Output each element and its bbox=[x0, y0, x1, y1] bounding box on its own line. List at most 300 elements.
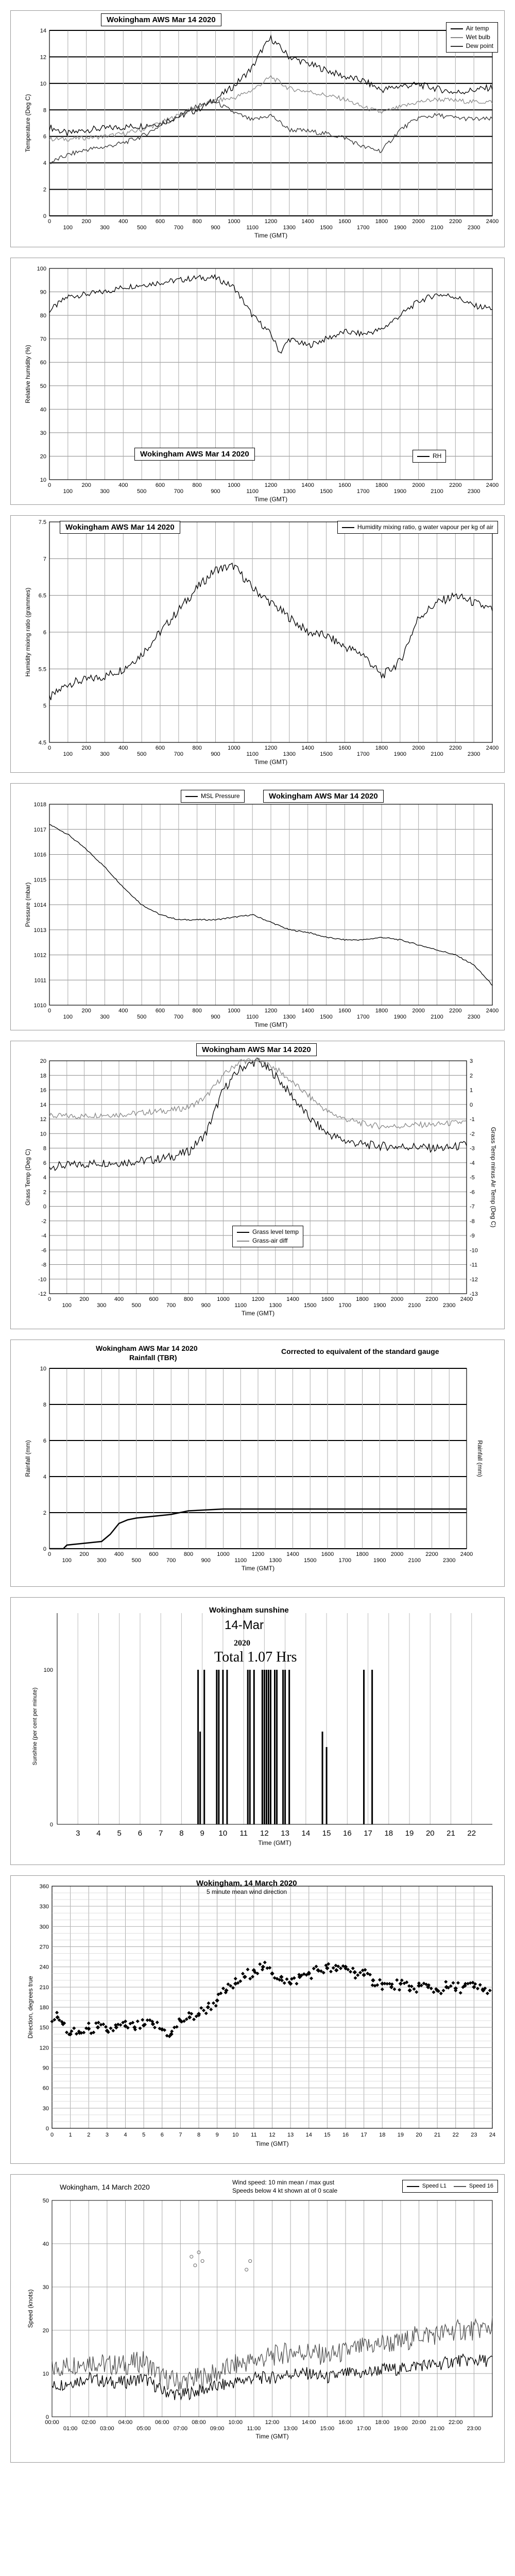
wind-direction-point bbox=[451, 1981, 455, 1985]
y-tick-label: 40 bbox=[42, 2241, 49, 2247]
legend-item bbox=[454, 2182, 493, 2191]
x-tick-label: 1700 bbox=[338, 1302, 351, 1309]
x-tick-label: 1900 bbox=[373, 1557, 386, 1564]
x-tick-label: 9 bbox=[200, 1829, 204, 1838]
y-tick-label: 8 bbox=[43, 1402, 46, 1408]
chart-subtitle: 14-Mar bbox=[225, 1618, 264, 1632]
x-tick-label: 2200 bbox=[449, 745, 462, 751]
wind-direction-point bbox=[415, 1990, 418, 1994]
x-tick-label: 300 bbox=[100, 488, 110, 495]
wind-direction-point bbox=[417, 1981, 421, 1985]
x-tick-label: 05:00 bbox=[136, 2426, 151, 2432]
sunshine-bar bbox=[363, 1670, 365, 1824]
x-tick-label: 300 bbox=[100, 225, 110, 231]
x-tick-label: 0 bbox=[47, 482, 52, 488]
x-tick-label: 500 bbox=[136, 488, 147, 495]
sunshine-bar bbox=[282, 1670, 284, 1824]
y-tick-label: 6 bbox=[43, 630, 46, 636]
x-tick-label: 1700 bbox=[338, 1557, 351, 1564]
sunshine-bar bbox=[288, 1670, 290, 1824]
legend-item bbox=[237, 1228, 299, 1236]
x-tick-label: 800 bbox=[183, 1551, 194, 1557]
wind-direction-point bbox=[206, 2005, 210, 2009]
x-tick-label: 1800 bbox=[375, 482, 388, 488]
y-tick-label: 4 bbox=[43, 160, 46, 167]
x-tick-label: 3 bbox=[105, 2132, 109, 2138]
y-tick-label: -4 bbox=[41, 1233, 46, 1239]
x-tick-label: 1500 bbox=[320, 1014, 333, 1020]
wind-direction-point bbox=[395, 1978, 399, 1982]
x-tick-label: 1700 bbox=[356, 751, 370, 757]
x-tick-label: 100 bbox=[63, 1014, 73, 1020]
x-tick-label: 13:00 bbox=[283, 2426, 298, 2432]
x-tick-label: 1900 bbox=[393, 225, 407, 231]
wind-direction-point bbox=[456, 1981, 460, 1985]
x-tick-label: 500 bbox=[136, 1014, 147, 1020]
y-tick-label: 6 bbox=[43, 1160, 46, 1166]
wind-direction-point bbox=[96, 2025, 100, 2029]
x-tick-label: 100 bbox=[62, 1557, 72, 1564]
wind-direction-point bbox=[82, 2031, 85, 2035]
wind-direction-point bbox=[488, 1989, 492, 1992]
x-tick-label: 700 bbox=[166, 1302, 176, 1309]
y-tick-label: -8 bbox=[41, 1262, 46, 1268]
chart-legend bbox=[337, 521, 498, 534]
wind-direction-point bbox=[349, 1970, 352, 1974]
x-tick-label: 03:00 bbox=[100, 2426, 114, 2432]
wind-direction-point bbox=[407, 1988, 411, 1992]
y2-tick-label: -3 bbox=[470, 1145, 475, 1152]
legend-label: Grass level temp bbox=[252, 1228, 299, 1235]
x-tick-label: 17 bbox=[364, 1829, 372, 1838]
x-tick-label: 1000 bbox=[228, 1008, 241, 1014]
y2-tick-label: 3 bbox=[470, 1058, 473, 1064]
sunshine-bar bbox=[226, 1670, 228, 1824]
y2-axis-label: Grass Temp minus Air Temp (Deg C) bbox=[490, 1127, 497, 1228]
sunshine-bar bbox=[270, 1670, 271, 1824]
x-tick-label: 07:00 bbox=[173, 2426, 188, 2432]
y-tick-label: 2 bbox=[43, 1510, 46, 1516]
x-tick-label: 0 bbox=[47, 1551, 52, 1557]
y-tick-label: 240 bbox=[39, 1964, 49, 1971]
y-tick-label: 60 bbox=[42, 2085, 49, 2092]
chart-legend bbox=[232, 1226, 303, 1247]
y2-tick-label: -12 bbox=[470, 1276, 478, 1283]
x-tick-label: 14 bbox=[301, 1829, 311, 1838]
legend-item bbox=[451, 42, 493, 50]
x-tick-label: 13 bbox=[281, 1829, 289, 1838]
x-tick-label: 1800 bbox=[375, 218, 388, 225]
x-tick-label: 2400 bbox=[460, 1296, 473, 1302]
y-tick-label: 270 bbox=[39, 1944, 49, 1951]
x-tick-label: 5 bbox=[117, 1829, 122, 1838]
x-tick-label: 1300 bbox=[283, 488, 296, 495]
x-tick-label: 2 bbox=[87, 2132, 91, 2138]
x-tick-label: 1600 bbox=[321, 1551, 334, 1557]
wind-direction-point bbox=[334, 1968, 338, 1972]
y-tick-label: 0 bbox=[45, 2414, 49, 2420]
x-axis-label: Time (GMT) bbox=[241, 1310, 275, 1317]
chart-panel-grass-temp bbox=[10, 1041, 505, 1329]
x-tick-label: 900 bbox=[211, 751, 220, 757]
chart-title: Wokingham, 14 March 2020 bbox=[60, 2183, 150, 2191]
y-axis-label: Temperature (Deg C) bbox=[24, 94, 31, 152]
x-tick-label: 100 bbox=[63, 488, 73, 495]
sunshine-bar bbox=[371, 1670, 373, 1824]
sunshine-bar bbox=[326, 1747, 328, 1824]
x-tick-label: 2000 bbox=[390, 1296, 404, 1302]
x-tick-label: 400 bbox=[118, 482, 128, 488]
y-tick-label: 4 bbox=[43, 1175, 46, 1181]
x-tick-label: 1600 bbox=[338, 745, 351, 751]
x-tick-label: 1800 bbox=[375, 745, 388, 751]
wind-direction-point bbox=[486, 1992, 489, 1995]
chart-panel-sunshine bbox=[10, 1597, 505, 1865]
x-tick-label: 06:00 bbox=[154, 2419, 169, 2426]
legend-item bbox=[451, 24, 493, 33]
y-tick-label: 150 bbox=[39, 2025, 49, 2031]
y-tick-label: -2 bbox=[41, 1218, 46, 1225]
x-tick-label: 800 bbox=[192, 218, 202, 225]
gust-point bbox=[245, 2268, 248, 2271]
y-tick-label: 100 bbox=[37, 266, 46, 272]
y-tick-label: 1012 bbox=[33, 952, 46, 959]
x-tick-label: 1100 bbox=[234, 1557, 247, 1564]
x-tick-label: 2100 bbox=[431, 751, 443, 757]
x-tick-label: 1400 bbox=[286, 1551, 299, 1557]
x-tick-label: 18:00 bbox=[375, 2419, 390, 2426]
wind-direction-point bbox=[358, 1971, 362, 1974]
x-tick-label: 500 bbox=[131, 1557, 141, 1564]
sunshine-bar bbox=[264, 1670, 265, 1824]
wind-direction-point bbox=[378, 1978, 382, 1981]
x-tick-label: 300 bbox=[100, 1014, 110, 1020]
x-tick-label: 1400 bbox=[301, 745, 314, 751]
y-axis-label: Speed (knots) bbox=[27, 2289, 34, 2328]
x-tick-label: 10 bbox=[232, 2132, 239, 2138]
y-tick-label: 10 bbox=[40, 477, 46, 483]
x-tick-label: 1100 bbox=[246, 1014, 259, 1020]
wind-direction-point bbox=[329, 1970, 333, 1973]
x-tick-label: 1600 bbox=[338, 1008, 351, 1014]
sunshine-bar bbox=[253, 1670, 255, 1824]
chart-panel-pressure bbox=[10, 783, 505, 1030]
pressure-chart bbox=[11, 784, 504, 1030]
x-tick-label: 800 bbox=[192, 1008, 202, 1014]
x-tick-label: 1100 bbox=[246, 751, 259, 757]
x-tick-label: 01:00 bbox=[63, 2426, 78, 2432]
gust-point bbox=[190, 2255, 193, 2258]
x-tick-label: 1000 bbox=[217, 1551, 230, 1557]
x-tick-label: 2300 bbox=[443, 1302, 456, 1309]
y-tick-label: 20 bbox=[40, 453, 46, 460]
x-tick-label: 2000 bbox=[412, 1008, 425, 1014]
x-tick-label: 16 bbox=[342, 1829, 352, 1838]
x-tick-label: 200 bbox=[81, 218, 91, 225]
sunshine-bar bbox=[249, 1670, 251, 1824]
x-tick-label: 1000 bbox=[228, 218, 241, 225]
grass-temp-chart bbox=[11, 1041, 504, 1329]
y-tick-label: 10 bbox=[40, 80, 46, 87]
x-tick-label: 1200 bbox=[251, 1551, 265, 1557]
x-tick-label: 16:00 bbox=[338, 2419, 353, 2426]
sunshine-bar bbox=[262, 1670, 263, 1824]
x-tick-label: 200 bbox=[81, 482, 91, 488]
x-tick-label: 2400 bbox=[486, 745, 499, 751]
legend-label: Speed 16 bbox=[469, 2183, 493, 2189]
x-tick-label: 13 bbox=[287, 2132, 294, 2138]
y2-tick-label: -4 bbox=[470, 1160, 475, 1166]
legend-item bbox=[185, 792, 240, 801]
x-tick-label: 1200 bbox=[264, 482, 278, 488]
wind-direction-point bbox=[97, 2021, 100, 2024]
x-tick-label: 19 bbox=[397, 2132, 404, 2138]
chart-title: Wokingham AWS Mar 14 2020 bbox=[60, 521, 180, 534]
x-tick-label: 18 bbox=[384, 1829, 393, 1838]
legend-label: Dew point bbox=[466, 42, 493, 49]
y2-tick-label: -8 bbox=[470, 1218, 475, 1225]
wind-direction-point bbox=[283, 1981, 286, 1985]
wind-direction-point bbox=[204, 2011, 208, 2015]
sunshine-bar bbox=[203, 1670, 205, 1824]
y-tick-label: 16 bbox=[40, 1087, 46, 1094]
y-tick-label: 1013 bbox=[33, 927, 46, 934]
y-tick-label: 80 bbox=[40, 313, 46, 319]
x-tick-label: 20 bbox=[425, 1829, 435, 1838]
y-tick-label: 5 bbox=[43, 703, 46, 709]
y-tick-label: 20 bbox=[42, 2328, 49, 2334]
wind-direction-point bbox=[356, 1973, 359, 1977]
x-tick-label: 1600 bbox=[338, 218, 351, 225]
x-tick-label: 22 bbox=[452, 2132, 459, 2138]
wind-direction-point bbox=[138, 2026, 142, 2030]
wind-direction-point bbox=[362, 1973, 366, 1977]
y-tick-label: 210 bbox=[39, 1984, 49, 1991]
x-tick-label: 300 bbox=[97, 1302, 107, 1309]
y-tick-label: 7 bbox=[43, 556, 46, 563]
legend-label: Humidity mixing ratio, g water vapour per kg of air bbox=[357, 523, 493, 531]
x-tick-label: 500 bbox=[136, 751, 147, 757]
x-tick-label: 2000 bbox=[412, 482, 425, 488]
x-tick-label: 00:00 bbox=[45, 2419, 59, 2426]
wind-direction-point bbox=[310, 1977, 313, 1980]
wind-direction-point bbox=[258, 1962, 262, 1966]
chart-legend bbox=[446, 22, 498, 53]
x-tick-label: 1400 bbox=[286, 1296, 299, 1302]
y-tick-label: 50 bbox=[40, 383, 46, 389]
y-tick-label: 1014 bbox=[33, 902, 46, 908]
temperature-chart bbox=[11, 11, 504, 247]
y-axis-label: Grass Temp (Deg C) bbox=[24, 1149, 31, 1206]
x-tick-label: 0 bbox=[47, 745, 52, 751]
x-tick-label: 700 bbox=[166, 1557, 176, 1564]
x-tick-label: 600 bbox=[155, 745, 165, 751]
y-tick-label: 20 bbox=[40, 1058, 46, 1064]
x-tick-label: 0 bbox=[47, 1296, 52, 1302]
x-axis-label: Time (GMT) bbox=[255, 2433, 289, 2440]
x-tick-label: 6 bbox=[138, 1829, 143, 1838]
x-tick-label: 19 bbox=[405, 1829, 414, 1838]
y-tick-label: 30 bbox=[42, 2284, 49, 2291]
chart-title: Wokingham AWS Mar 14 2020 bbox=[196, 1043, 317, 1056]
x-tick-label: 1600 bbox=[338, 482, 351, 488]
x-tick-label: 20:00 bbox=[411, 2419, 426, 2426]
x-tick-label: 1800 bbox=[375, 1008, 388, 1014]
y2-tick-label: -1 bbox=[470, 1116, 475, 1123]
y-tick-label: 0 bbox=[43, 213, 46, 219]
legend-item bbox=[417, 452, 441, 461]
x-axis-label: Time (GMT) bbox=[258, 1839, 291, 1846]
wind-direction-point bbox=[441, 1989, 445, 1992]
x-tick-label: 11:00 bbox=[247, 2426, 261, 2432]
x-tick-label: 200 bbox=[79, 1551, 89, 1557]
wind-direction-point bbox=[268, 1966, 271, 1970]
x-tick-label: 500 bbox=[136, 225, 147, 231]
x-axis-label: Time (GMT) bbox=[254, 232, 288, 239]
sunshine-bar bbox=[276, 1670, 278, 1824]
wind-direction-point bbox=[410, 1985, 414, 1988]
x-tick-label: 1000 bbox=[228, 482, 241, 488]
wind-direction-point bbox=[371, 1978, 375, 1982]
legend-label: Wet bulb bbox=[466, 33, 490, 41]
x-tick-label: 21:00 bbox=[430, 2426, 444, 2432]
x-tick-label: 11 bbox=[251, 2132, 257, 2138]
y-tick-label: 1018 bbox=[33, 802, 46, 808]
wind-direction-point bbox=[231, 1986, 235, 1990]
x-tick-label: 23 bbox=[471, 2132, 477, 2138]
y-tick-label: 4 bbox=[43, 1474, 46, 1480]
y2-tick-label: -13 bbox=[470, 1291, 478, 1297]
y-axis-label: Rainfall (mm) bbox=[24, 1440, 31, 1477]
mixing-ratio-chart bbox=[11, 516, 504, 772]
y-tick-label: 14 bbox=[40, 28, 46, 34]
x-tick-label: 1500 bbox=[320, 488, 333, 495]
x-tick-label: 14:00 bbox=[301, 2419, 316, 2426]
legend-label: Grass-air diff bbox=[252, 1237, 288, 1244]
x-tick-label: 1500 bbox=[304, 1557, 317, 1564]
x-tick-label: 17 bbox=[360, 2132, 367, 2138]
x-tick-label: 100 bbox=[63, 225, 73, 231]
x-tick-label: 02:00 bbox=[81, 2419, 96, 2426]
chart-subtitle: Wind speed: 10 min mean / max gust bbox=[232, 2179, 335, 2186]
x-tick-label: 2000 bbox=[412, 745, 425, 751]
y-axis-label: Relative humidity (%) bbox=[24, 345, 31, 403]
x-tick-label: 1200 bbox=[264, 218, 278, 225]
y-tick-label: 1017 bbox=[33, 826, 46, 833]
sunshine-bar bbox=[274, 1670, 276, 1824]
x-tick-label: 8 bbox=[197, 2132, 201, 2138]
y-tick-label: -10 bbox=[38, 1276, 46, 1283]
chart-subtitle: Rainfall (TBR) bbox=[129, 1353, 177, 1362]
wind-direction-point bbox=[207, 2002, 210, 2005]
x-tick-label: 200 bbox=[81, 1008, 91, 1014]
x-tick-label: 1200 bbox=[264, 745, 278, 751]
y-tick-label: 2 bbox=[43, 1189, 46, 1196]
wind-direction-point bbox=[153, 2026, 157, 2029]
x-tick-label: 12 bbox=[260, 1829, 269, 1838]
x-axis-label: Time (GMT) bbox=[241, 1565, 275, 1572]
wind-direction-point bbox=[399, 1981, 403, 1986]
y-tick-label: 50 bbox=[42, 2198, 49, 2204]
x-tick-label: 1000 bbox=[228, 745, 241, 751]
y-tick-label: 1016 bbox=[33, 852, 46, 858]
chart-title: Wokingham, 14 March 2020 bbox=[196, 1879, 297, 1888]
x-tick-label: 12 bbox=[269, 2132, 276, 2138]
sunshine-bar bbox=[322, 1732, 323, 1824]
wind-direction-point bbox=[215, 1998, 219, 2003]
x-tick-label: 900 bbox=[201, 1302, 211, 1309]
x-tick-label: 0 bbox=[50, 2132, 54, 2138]
x-tick-label: 800 bbox=[183, 1296, 194, 1302]
y2-tick-label: -5 bbox=[470, 1175, 475, 1181]
x-tick-label: 4 bbox=[96, 1829, 101, 1838]
chart-subtitle-2: Speeds below 4 kt shown at of 0 scale bbox=[232, 2187, 338, 2194]
x-tick-label: 15 bbox=[324, 2132, 331, 2138]
x-tick-label: 500 bbox=[131, 1302, 141, 1309]
gust-point bbox=[201, 2260, 204, 2263]
wind-direction-point bbox=[212, 2001, 215, 2005]
x-tick-label: 08:00 bbox=[192, 2419, 206, 2426]
x-tick-label: 2000 bbox=[412, 218, 425, 225]
sunshine-chart bbox=[11, 1598, 504, 1865]
x-tick-label: 21 bbox=[434, 2132, 441, 2138]
gust-point bbox=[194, 2264, 197, 2267]
chart-legend bbox=[181, 790, 245, 803]
y-tick-label: 6 bbox=[43, 1438, 46, 1444]
x-tick-label: 2100 bbox=[431, 488, 443, 495]
x-tick-label: 400 bbox=[118, 1008, 128, 1014]
wind-direction-point bbox=[175, 2025, 179, 2029]
chart-total: Total 1.07 Hrs bbox=[214, 1649, 297, 1665]
y2-tick-label: -9 bbox=[470, 1233, 475, 1239]
x-tick-label: 21 bbox=[447, 1829, 455, 1838]
x-tick-label: 1300 bbox=[283, 225, 296, 231]
x-tick-label: 900 bbox=[211, 488, 220, 495]
sunshine-bar bbox=[268, 1670, 269, 1824]
chart-panel-wind-speed bbox=[10, 2174, 505, 2463]
x-tick-label: 18 bbox=[379, 2132, 386, 2138]
x-tick-label: 900 bbox=[211, 225, 220, 231]
legend-label: Speed L1 bbox=[422, 2183, 447, 2189]
wind-direction-point bbox=[111, 2029, 115, 2032]
y2-tick-label: -10 bbox=[470, 1247, 478, 1254]
y-tick-label: 2 bbox=[43, 187, 46, 193]
wind-direction-point bbox=[444, 1980, 448, 1984]
x-tick-label: 2000 bbox=[390, 1551, 404, 1557]
x-tick-label: 1900 bbox=[393, 1014, 407, 1020]
y-tick-label: 6.5 bbox=[38, 592, 46, 599]
y-tick-label: -12 bbox=[38, 1291, 46, 1297]
chart-year: 2020 bbox=[234, 1639, 250, 1648]
wind-direction-point bbox=[136, 2020, 140, 2023]
x-tick-label: 04:00 bbox=[118, 2419, 133, 2426]
y-tick-label: 120 bbox=[39, 2045, 49, 2052]
x-tick-label: 0 bbox=[47, 1008, 52, 1014]
y-tick-label: 8 bbox=[43, 107, 46, 114]
wind-direction-chart bbox=[11, 1876, 504, 2163]
x-tick-label: 2100 bbox=[431, 1014, 443, 1020]
wind-direction-point bbox=[478, 1983, 482, 1987]
wind-direction-point bbox=[202, 2009, 205, 2012]
wind-direction-point bbox=[246, 1968, 249, 1971]
x-tick-label: 600 bbox=[149, 1296, 159, 1302]
wind-direction-point bbox=[472, 1985, 476, 1989]
x-tick-label: 1900 bbox=[393, 751, 407, 757]
x-tick-label: 900 bbox=[211, 1014, 220, 1020]
x-tick-label: 2300 bbox=[467, 751, 480, 757]
x-tick-label: 12:00 bbox=[265, 2419, 280, 2426]
y-axis-label: Direction, degrees true bbox=[27, 1976, 34, 2039]
